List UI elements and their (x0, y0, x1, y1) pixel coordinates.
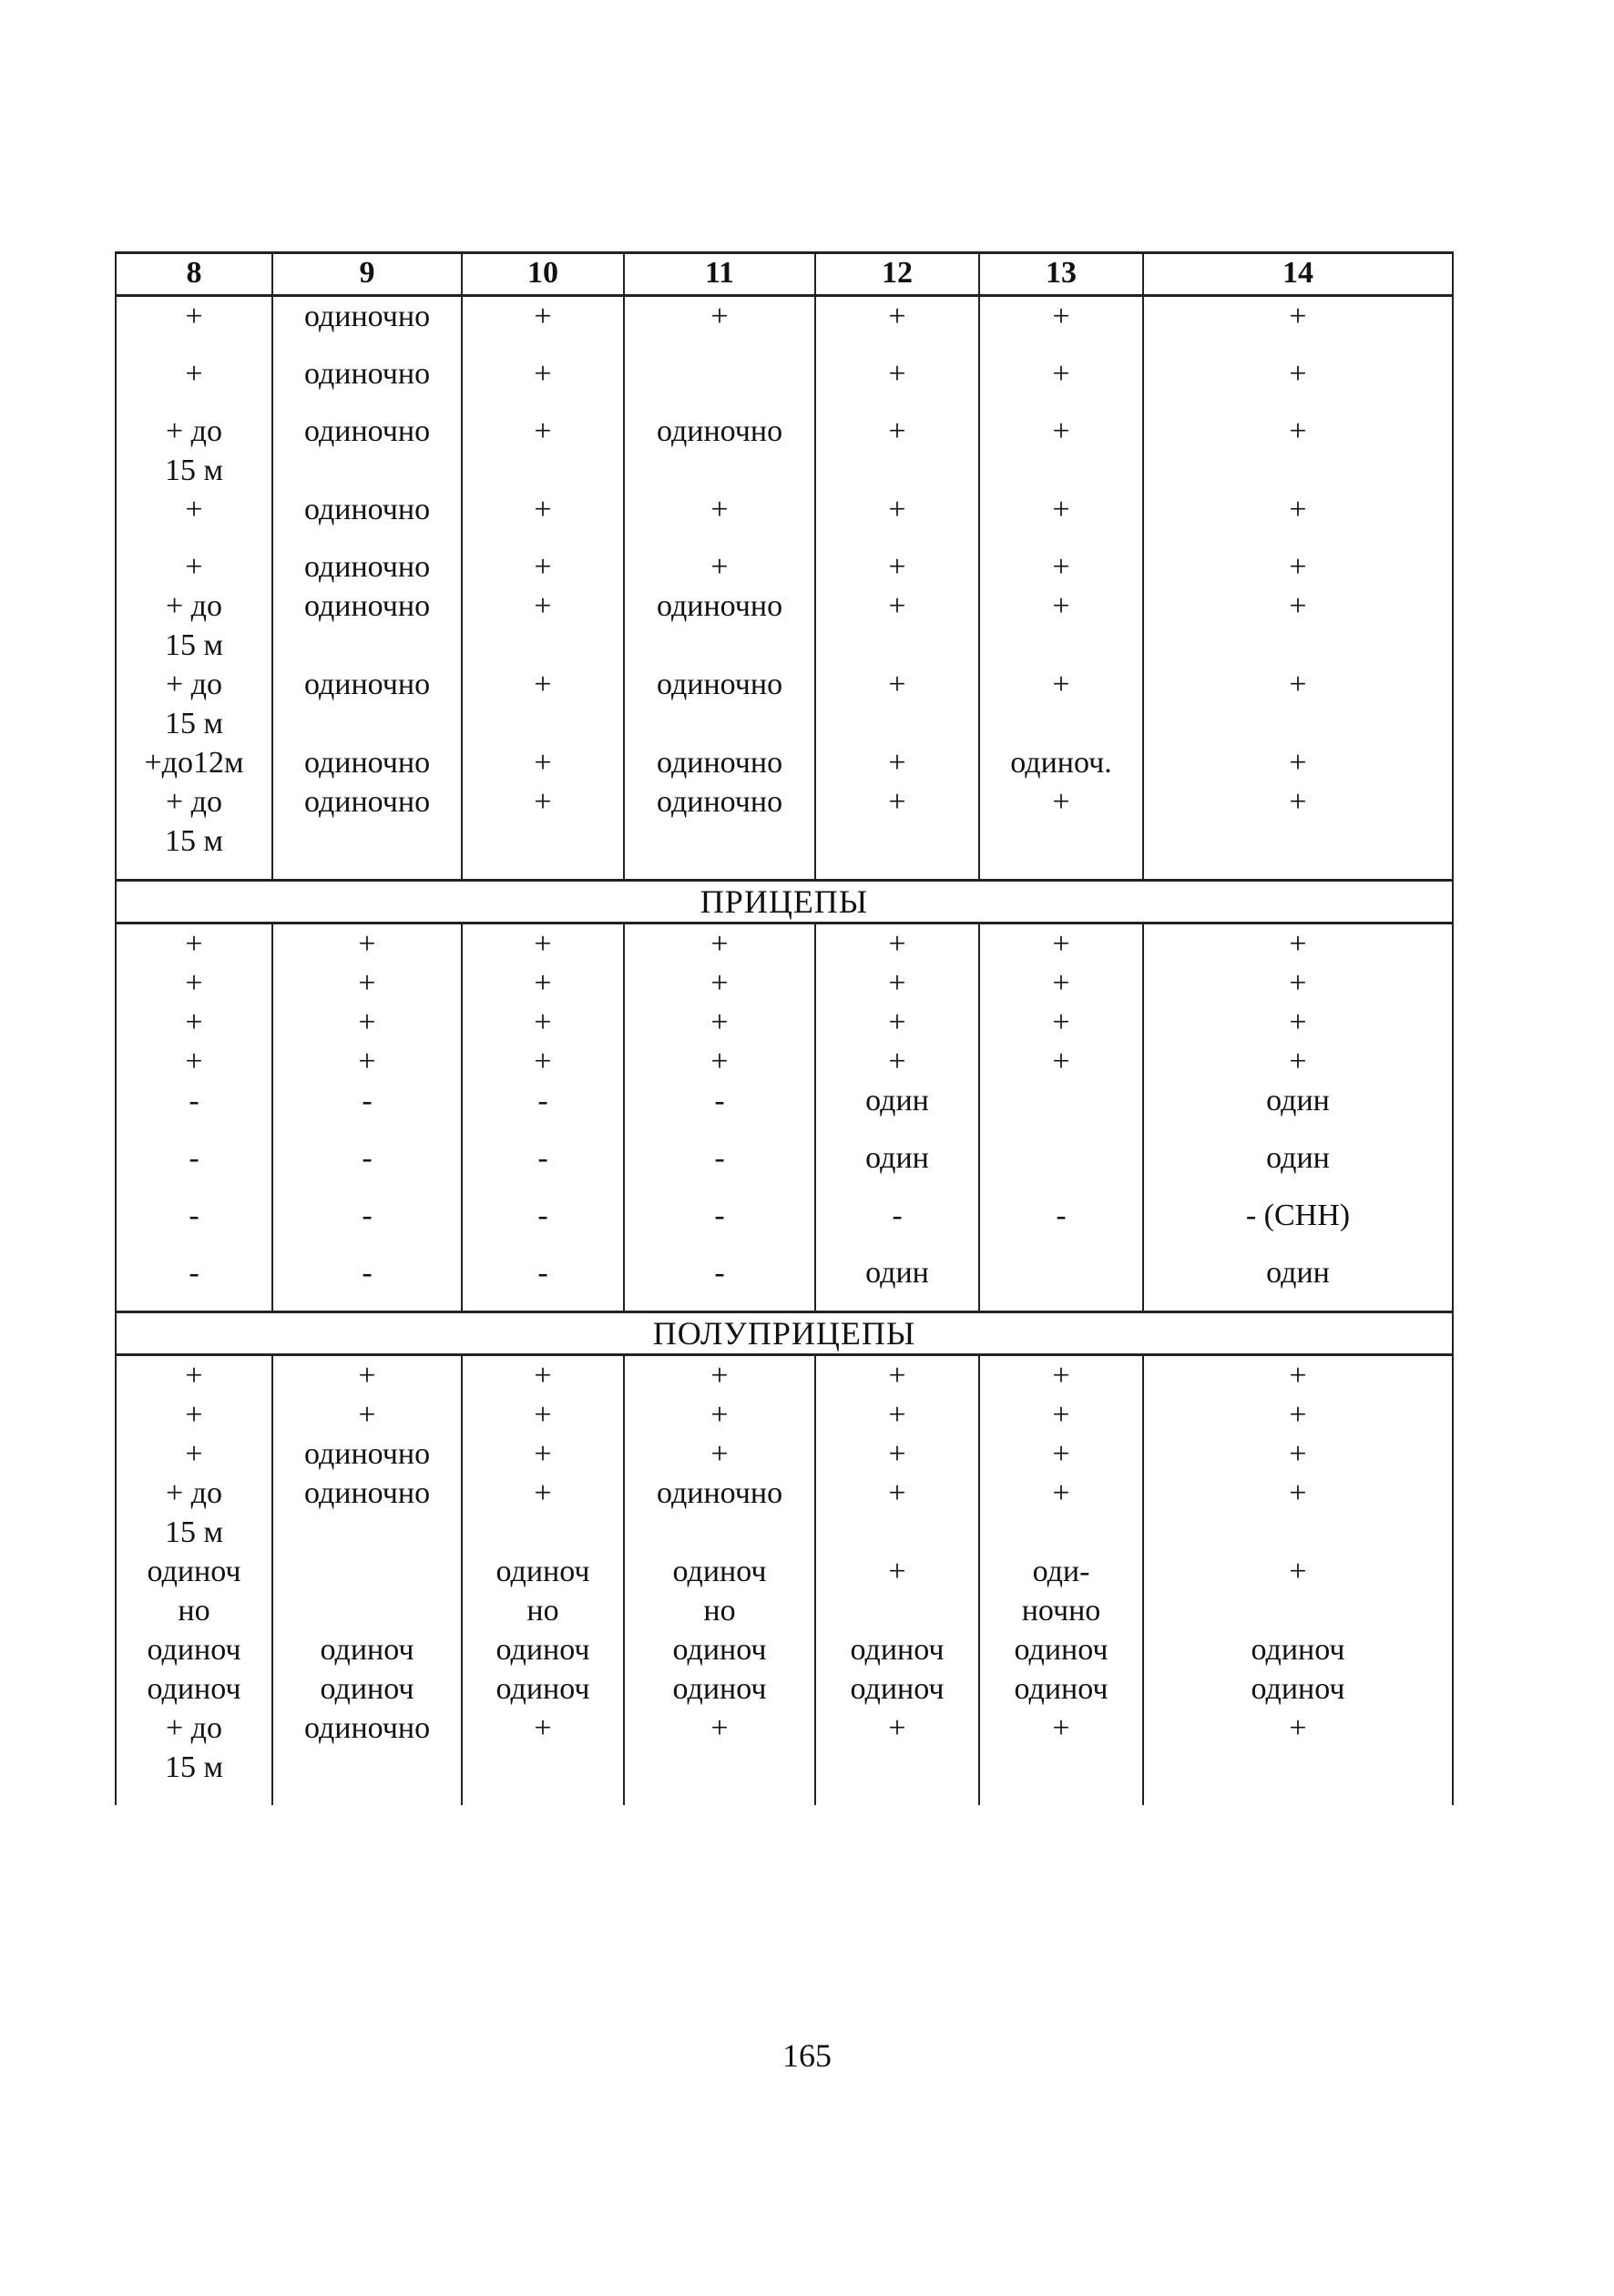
table-cell: - (624, 1196, 815, 1235)
spacer-cell (272, 1787, 462, 1805)
table-cell: одиноч (624, 1669, 815, 1709)
table-cell (462, 1120, 624, 1138)
table-cell: + (815, 587, 979, 665)
page-number: 165 (782, 2037, 832, 2074)
table-cell: один (1143, 1138, 1453, 1178)
spacer-cell (624, 1787, 815, 1805)
table-cell: + (624, 1709, 815, 1787)
table-cell: - (624, 1253, 815, 1292)
table-cell: - (272, 1196, 462, 1235)
table-cell: одиноч (272, 1630, 462, 1669)
table-cell (116, 1235, 272, 1253)
table-cell: + (979, 490, 1143, 529)
table-cell (1143, 529, 1453, 547)
table-cell: + (979, 924, 1143, 964)
table-cell: + (815, 782, 979, 861)
table-body (116, 296, 1453, 1806)
table-cell (462, 1235, 624, 1253)
table-row (116, 1552, 1453, 1630)
table-row (116, 1196, 1453, 1235)
table-cell: + (1143, 412, 1453, 490)
table-cell: + (979, 1042, 1143, 1081)
table-row (116, 1253, 1453, 1292)
table-cell: + до 15 м (116, 1709, 272, 1787)
table-cell (815, 393, 979, 412)
table-cell (624, 1120, 815, 1138)
table-cell: одиночно (272, 354, 462, 393)
table-cell: + (116, 1042, 272, 1081)
table-cell: + (1143, 1709, 1453, 1787)
table-cell (462, 529, 624, 547)
spacer-cell (815, 1787, 979, 1805)
table-cell: одиноч но (116, 1552, 272, 1630)
spacer-cell (815, 861, 979, 881)
table-cell: - (815, 1196, 979, 1235)
spacer-row (116, 393, 1453, 412)
table-cell: + (815, 924, 979, 964)
column-header: 12 (815, 253, 979, 296)
table-cell: + (815, 1003, 979, 1042)
table-cell: одиночно (272, 490, 462, 529)
table-cell: - (272, 1253, 462, 1292)
table-cell: одиночно (272, 587, 462, 665)
table-cell: + (815, 743, 979, 782)
table-cell (1143, 1120, 1453, 1138)
table-cell: + (272, 1042, 462, 1081)
table-cell: + (815, 1709, 979, 1787)
table-cell: + (815, 354, 979, 393)
table-row (116, 296, 1453, 337)
table-cell: один (815, 1081, 979, 1120)
table-row (116, 743, 1453, 782)
table-cell: + (462, 354, 624, 393)
table-cell (462, 1178, 624, 1196)
table-cell: + (815, 547, 979, 587)
table-cell: + (624, 296, 815, 337)
table-cell: + (116, 1434, 272, 1474)
table-cell: один (1143, 1253, 1453, 1292)
table-cell (624, 1235, 815, 1253)
table-cell (815, 336, 979, 354)
group-end-spacer (116, 1787, 1453, 1805)
table-cell: + (815, 296, 979, 337)
table-cell: - (272, 1081, 462, 1120)
table-cell: один (1143, 1081, 1453, 1120)
table-cell: одиноч (116, 1630, 272, 1669)
table-cell: одиноч (1143, 1630, 1453, 1669)
table-cell: + (462, 412, 624, 490)
table-cell: + (815, 964, 979, 1003)
table-cell (1143, 393, 1453, 412)
table-row (116, 1081, 1453, 1120)
group-end-spacer (116, 1292, 1453, 1312)
table-cell: + (462, 296, 624, 337)
table-row (116, 1355, 1453, 1396)
table-cell: + (462, 1355, 624, 1396)
table-cell: + (979, 1709, 1143, 1787)
table-cell: + (462, 587, 624, 665)
table-cell: + (979, 665, 1143, 743)
table-cell: одиноч (1143, 1669, 1453, 1709)
spacer-cell (979, 861, 1143, 881)
table-cell: + (116, 924, 272, 964)
spacer-row (116, 1120, 1453, 1138)
table-cell: одиноч (979, 1630, 1143, 1669)
table-row (116, 547, 1453, 587)
table-cell: + (116, 547, 272, 587)
table-container (115, 251, 1452, 1805)
column-header: 11 (624, 253, 815, 296)
spacer-cell (116, 1292, 272, 1312)
table-cell: + (1143, 1395, 1453, 1434)
table-cell: - (462, 1138, 624, 1178)
table-cell: - (272, 1138, 462, 1178)
table-cell: + (815, 1355, 979, 1396)
table-row (116, 1669, 1453, 1709)
table-cell (979, 1253, 1143, 1292)
table-cell: - (116, 1138, 272, 1178)
table-cell: + (815, 1552, 979, 1630)
spacer-cell (979, 1292, 1143, 1312)
spacer-cell (624, 861, 815, 881)
table-cell: одиночно (272, 743, 462, 782)
table-cell (815, 1120, 979, 1138)
table-cell: + (624, 924, 815, 964)
table-cell: + (1143, 296, 1453, 337)
table-cell: + (1143, 354, 1453, 393)
table-row (116, 412, 1453, 490)
table-cell: + (116, 1395, 272, 1434)
table-cell: + до 15 м (116, 782, 272, 861)
table-cell: + (462, 1042, 624, 1081)
table-cell: одиноч (815, 1630, 979, 1669)
table-cell (979, 1138, 1143, 1178)
table-cell: + (1143, 490, 1453, 529)
table-row (116, 1474, 1453, 1552)
table-cell: - (979, 1196, 1143, 1235)
table-cell: - (624, 1081, 815, 1120)
table-cell: + (462, 1434, 624, 1474)
table-row (116, 964, 1453, 1003)
table-cell: одиноч (272, 1669, 462, 1709)
table-cell (624, 1178, 815, 1196)
table-cell (979, 393, 1143, 412)
table-cell: - (462, 1196, 624, 1235)
table-cell: + (624, 1434, 815, 1474)
table-cell: + (979, 412, 1143, 490)
table-cell: одиночно (272, 1709, 462, 1787)
table-cell (116, 336, 272, 354)
table-cell: + (116, 964, 272, 1003)
table-cell (116, 1178, 272, 1196)
table-cell: одиноч (624, 1630, 815, 1669)
table-cell: + (462, 1003, 624, 1042)
spacer-cell (116, 1787, 272, 1805)
table-cell: + до 15 м (116, 412, 272, 490)
table-cell: + (624, 547, 815, 587)
table-cell: + (462, 924, 624, 964)
table-cell: + (462, 547, 624, 587)
table-cell: одиночно (272, 1434, 462, 1474)
column-header: 10 (462, 253, 624, 296)
table-cell: + (462, 1709, 624, 1787)
table-cell: одиночно (272, 547, 462, 587)
table-cell (272, 393, 462, 412)
table-cell: + (1143, 1552, 1453, 1630)
table-cell: + (979, 782, 1143, 861)
table-cell: + (116, 490, 272, 529)
table-cell (272, 1552, 462, 1630)
section-heading: ПРИЦЕПЫ (116, 881, 1453, 924)
header-row (116, 253, 1453, 296)
table-cell (979, 1081, 1143, 1120)
table-cell (116, 1120, 272, 1138)
table-cell (979, 336, 1143, 354)
table-header (116, 253, 1453, 296)
table-cell: + (462, 1395, 624, 1434)
table-cell: - (СНН) (1143, 1196, 1453, 1235)
table-cell: одиночно (624, 587, 815, 665)
table-row (116, 1709, 1453, 1787)
table-cell: + (979, 296, 1143, 337)
table-cell: одиноч (462, 1630, 624, 1669)
table-cell: + (116, 1355, 272, 1396)
table-cell: одиночно (624, 1474, 815, 1552)
table-cell: + (116, 296, 272, 337)
table-cell (624, 393, 815, 412)
table-cell (272, 1235, 462, 1253)
table-cell (1143, 1178, 1453, 1196)
table-cell: + (462, 665, 624, 743)
table-cell: + (624, 1395, 815, 1434)
table-cell (815, 1235, 979, 1253)
table-cell: + (624, 1355, 815, 1396)
table-cell: - (116, 1081, 272, 1120)
table-cell: + (1143, 1003, 1453, 1042)
table-cell: одиноч (815, 1669, 979, 1709)
table-cell: + (624, 1003, 815, 1042)
table-cell: + (979, 587, 1143, 665)
table-row (116, 1630, 1453, 1669)
table-cell (979, 1235, 1143, 1253)
table-cell: + до 15 м (116, 587, 272, 665)
table-cell: + (1143, 924, 1453, 964)
table-cell: + (1143, 665, 1453, 743)
table-cell (815, 529, 979, 547)
table-cell: одиночно (624, 412, 815, 490)
table-cell: + (116, 354, 272, 393)
table-cell: + (1143, 743, 1453, 782)
section-heading-row (116, 1312, 1453, 1355)
permissions-table (115, 251, 1454, 1805)
table-cell: + (815, 412, 979, 490)
spacer-cell (272, 861, 462, 881)
table-cell: + (979, 1474, 1143, 1552)
table-cell: одиноч но (624, 1552, 815, 1630)
table-row (116, 1395, 1453, 1434)
table-cell: одиноч (979, 1669, 1143, 1709)
table-cell: + (462, 1474, 624, 1552)
table-cell (815, 1178, 979, 1196)
table-cell: + (979, 1355, 1143, 1396)
table-cell: одиночно (272, 412, 462, 490)
table-cell: одиноч (116, 1669, 272, 1709)
spacer-cell (1143, 1292, 1453, 1312)
table-cell (272, 1120, 462, 1138)
table-cell (624, 354, 815, 393)
table-cell: один (815, 1253, 979, 1292)
table-row (116, 1042, 1453, 1081)
table-cell (272, 529, 462, 547)
table-cell: оди- ночно (979, 1552, 1143, 1630)
spacer-row (116, 1235, 1453, 1253)
table-cell: + (979, 964, 1143, 1003)
table-cell: + (624, 490, 815, 529)
spacer-cell (462, 1787, 624, 1805)
table-cell (624, 336, 815, 354)
table-cell (462, 393, 624, 412)
table-cell: + до 15 м (116, 665, 272, 743)
table-cell: один (815, 1138, 979, 1178)
table-cell: + (815, 1474, 979, 1552)
spacer-cell (624, 1292, 815, 1312)
table-cell: +до12м (116, 743, 272, 782)
table-cell: + (1143, 964, 1453, 1003)
table-cell: + (462, 782, 624, 861)
group-end-spacer (116, 861, 1453, 881)
table-cell: + (272, 1003, 462, 1042)
table-cell: + (815, 1434, 979, 1474)
table-row (116, 587, 1453, 665)
table-row (116, 782, 1453, 861)
table-cell: + (624, 964, 815, 1003)
table-row (116, 490, 1453, 529)
table-cell: одиночно (272, 1474, 462, 1552)
table-cell: + (979, 354, 1143, 393)
table-cell (272, 1178, 462, 1196)
table-cell (462, 336, 624, 354)
table-cell (272, 336, 462, 354)
table-cell: одиноч. (979, 743, 1143, 782)
table-cell (116, 529, 272, 547)
table-cell: одиноч но (462, 1552, 624, 1630)
table-cell: + (116, 1003, 272, 1042)
column-header: 9 (272, 253, 462, 296)
table-cell: + (815, 490, 979, 529)
table-cell: одиночно (624, 743, 815, 782)
table-cell: + (272, 924, 462, 964)
table-cell: + (272, 964, 462, 1003)
spacer-cell (815, 1292, 979, 1312)
table-cell: + (1143, 1355, 1453, 1396)
table-cell: одиночно (624, 665, 815, 743)
table-cell: + (462, 964, 624, 1003)
table-cell: + (979, 547, 1143, 587)
spacer-cell (462, 1292, 624, 1312)
table-cell: + до 15 м (116, 1474, 272, 1552)
table-cell: - (462, 1253, 624, 1292)
column-header: 13 (979, 253, 1143, 296)
section-heading-row (116, 881, 1453, 924)
table-row (116, 1003, 1453, 1042)
spacer-cell (1143, 861, 1453, 881)
table-cell: + (979, 1003, 1143, 1042)
section-heading: ПОЛУПРИЦЕПЫ (116, 1312, 1453, 1355)
table-cell: + (272, 1355, 462, 1396)
table-cell: - (116, 1196, 272, 1235)
table-cell: + (624, 1042, 815, 1081)
table-cell: + (815, 1395, 979, 1434)
table-row (116, 924, 1453, 964)
table-row (116, 665, 1453, 743)
table-row (116, 1138, 1453, 1178)
table-cell (1143, 1235, 1453, 1253)
spacer-cell (272, 1292, 462, 1312)
table-cell: + (1143, 1474, 1453, 1552)
table-row (116, 1434, 1453, 1474)
spacer-row (116, 529, 1453, 547)
spacer-row (116, 336, 1453, 354)
table-cell: + (272, 1395, 462, 1434)
table-cell (979, 1178, 1143, 1196)
spacer-row (116, 1178, 1453, 1196)
table-cell (1143, 336, 1453, 354)
table-cell: - (462, 1081, 624, 1120)
table-cell (116, 393, 272, 412)
table-cell: + (1143, 1434, 1453, 1474)
table-cell: - (116, 1253, 272, 1292)
table-cell: одиночно (272, 782, 462, 861)
table-row (116, 354, 1453, 393)
table-cell (979, 1120, 1143, 1138)
table-cell: + (462, 743, 624, 782)
table-cell: одиночно (624, 782, 815, 861)
table-cell: + (1143, 782, 1453, 861)
spacer-cell (462, 861, 624, 881)
table-cell (979, 529, 1143, 547)
table-cell: одиноч (462, 1669, 624, 1709)
column-header: 14 (1143, 253, 1453, 296)
table-cell: + (979, 1395, 1143, 1434)
table-cell: + (815, 1042, 979, 1081)
table-cell: + (979, 1434, 1143, 1474)
table-cell: + (1143, 547, 1453, 587)
table-cell: + (815, 665, 979, 743)
table-cell: одиночно (272, 665, 462, 743)
table-cell: + (462, 490, 624, 529)
column-header: 8 (116, 253, 272, 296)
table-cell: - (624, 1138, 815, 1178)
table-cell: + (1143, 587, 1453, 665)
spacer-cell (1143, 1787, 1453, 1805)
spacer-cell (116, 861, 272, 881)
table-cell: + (1143, 1042, 1453, 1081)
spacer-cell (979, 1787, 1143, 1805)
table-cell (624, 529, 815, 547)
table-cell: одиночно (272, 296, 462, 337)
